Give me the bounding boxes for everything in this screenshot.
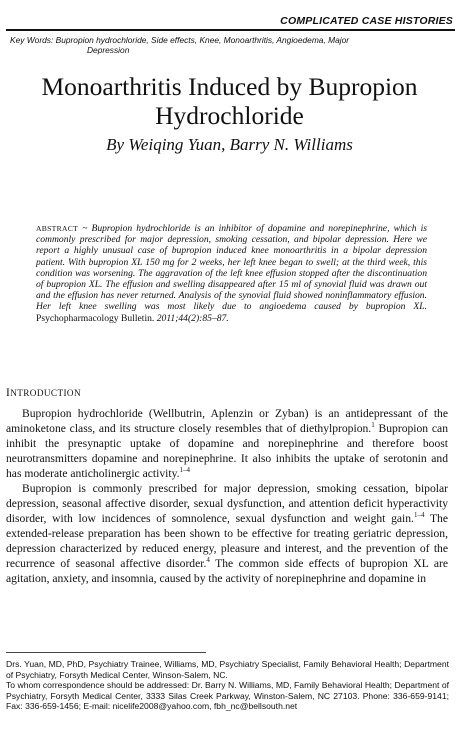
footnote-rule xyxy=(6,652,206,653)
p2-text-a: Bupropion is commonly prescribed for major depression, smoking cessation, bipolar depression, seasonal affective disorder, sexual dysfunction, and attention deficit hyperactivity disorder, with low incidences of somnolence, sexual dysfunction and weight gain. xyxy=(6,482,448,525)
footnote-correspondence: To whom correspondence should be addressed: Dr. Barry N. Williams, MD, Family Behavioral Health; Department of Psychiatry, Forsyth Medical Center, 3333 Silas Creek Parkway, Winston-Salem, NC 27103. Phone: 336-659-9141; Fax: 336-659-1456; E-mail: nicelife2008@yahoo.com, fbh_nc@bellsouth.net xyxy=(6,680,449,712)
abstract-journal: Psychopharmacology Bulletin. xyxy=(36,312,155,324)
paragraph-1 xyxy=(6,406,448,481)
p1-ref-2[interactable]: 1–4 xyxy=(179,466,191,475)
header-rule xyxy=(6,29,455,31)
abstract-citation: 2011;44(2):85–87. xyxy=(156,312,229,324)
abstract-label: ABSTRACT xyxy=(36,224,79,233)
footnote-affiliations: Drs. Yuan, MD, PhD, Psychiatry Trainee, Williams, MD, Psychiatry Specialist, Family Behavioral Health; Department of Psychiatry, Forsyth Medical Center, Winson-Salem, NC. xyxy=(6,659,449,680)
heading-rest: NTRODUCTION xyxy=(10,388,81,398)
p2-text-b: The extended-release preparation has been shown to be effective for treating geriatric depression, depression characterized by reduced energy, pleasure and interest, and the prevention of the recurrence of seasonal affective disorder. xyxy=(6,512,448,570)
section-heading-introduction xyxy=(6,387,81,399)
title-line-1: Monoarthritis Induced by Bupropion xyxy=(41,72,418,101)
abstract xyxy=(36,223,427,324)
p2-ref-2[interactable]: 4 xyxy=(206,556,210,565)
heading-initial: I xyxy=(6,387,11,399)
p1-text-a: Bupropion hydrochloride (Wellbutrin, Aplenzin or Zyban) is an antidepressant of the aminoketone class, and its structure closely resembles that of diethylpropion. xyxy=(6,407,448,435)
introduction-body xyxy=(6,406,448,586)
title-line-2: Hydrochloride xyxy=(155,101,304,130)
keywords-line-1: Key Words: Bupropion hydrochloride, Side effects, Knee, Monoarthritis, Angioedema, Major xyxy=(10,35,350,45)
article-title xyxy=(0,72,459,130)
p2-text-c: The common side effects of bupropion XL are agitation, anxiety, and insomnia, caused by the activity of norepinephrine and dopamine in xyxy=(6,557,448,585)
p2-ref-1[interactable]: 1–4 xyxy=(413,511,425,520)
authors: By Weiqing Yuan, Barry N. Williams xyxy=(106,135,353,154)
keywords-line-2: Depression xyxy=(87,45,130,55)
p1-ref-1[interactable]: 1 xyxy=(371,421,375,430)
keywords xyxy=(10,35,410,55)
section-label: COMPLICATED CASE HISTORIES xyxy=(280,15,453,27)
footnotes xyxy=(6,659,449,712)
p1-text-b: Bupropion can inhibit the presynaptic uptake of dopamine and norepinephrine and therefore boost neurotransmitters dopamine and norepinephrine. It also inhibits the uptake of serotonin and has moderate anticholinergic activity. xyxy=(6,422,448,480)
abstract-text: ~ Bupropion hydrochloride is an inhibitor of dopamine and norepinephrine, which is commonly prescribed for major depression, smoking cessation, and bipolar depression. Here we report a highly unusual case of bupropion induced knee monoarthritis in a bipolar depression patient. With bupropion XL 150 mg for 2 weeks, her left knee began to swell; at the third week, this condition was worsening. The aggravation of the left knee effusion stopped after the discontinuation of bupropion XL. The effusion and swelling disappeared after 15 ml of synovial fluid was drawn out and the effusion has never returned. Analysis of the synovial fluid showed noninflammatory effusion. Her left knee swelling was most likely due to angioedema caused by bupropion XL. xyxy=(36,223,427,313)
paragraph-2 xyxy=(6,481,448,586)
